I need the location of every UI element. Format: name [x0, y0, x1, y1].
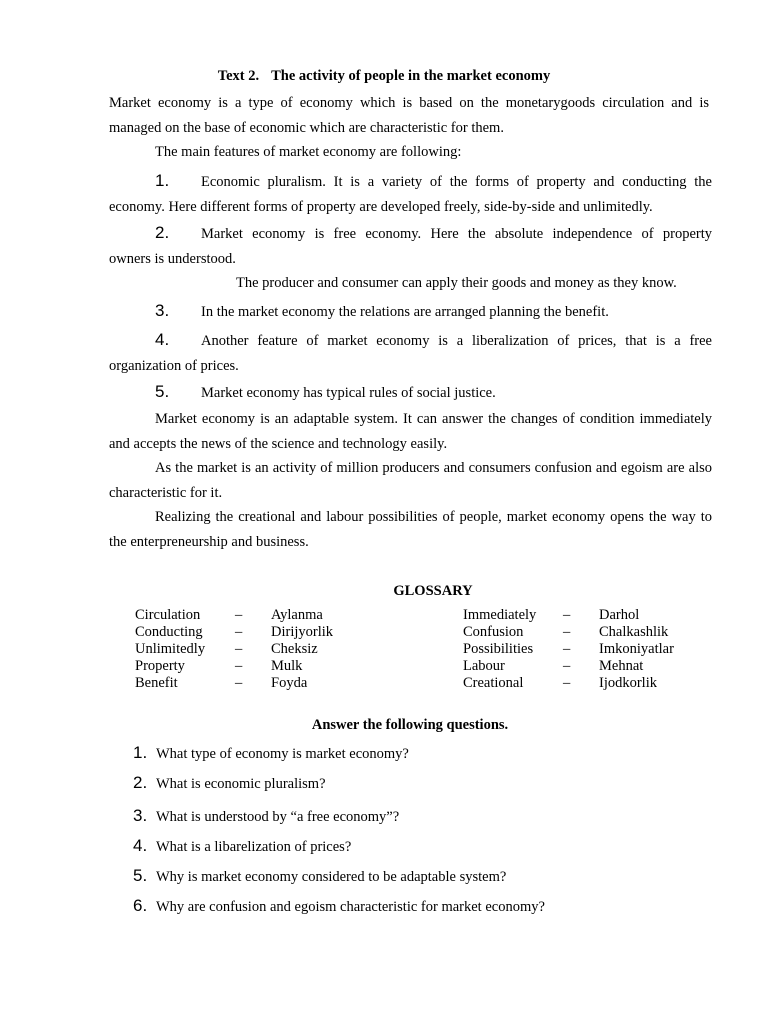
question-text: What is understood by “a free economy”?: [156, 809, 400, 825]
feature-item-3: [109, 298, 712, 325]
glossary-translation: Dirijyorlik: [271, 624, 334, 640]
question-item: [133, 836, 545, 866]
question-number: 4.: [133, 836, 148, 855]
feature-text: Economic pluralism. It is a variety of the forms of property and conducting the: [201, 174, 712, 190]
feature-item-5: [109, 379, 712, 406]
question-item: [133, 773, 545, 806]
glossary-translation: Ijodkorlik: [599, 675, 657, 691]
glossary-dash: –: [563, 675, 571, 691]
question-number: 3.: [133, 806, 148, 825]
glossary-term: Unlimitedly: [135, 641, 206, 657]
feature-number: 3.: [155, 301, 170, 320]
paragraph-market-activity: As the market is an activity of million producers and consumers confusion and egoism are also characteristic for it.: [109, 460, 712, 501]
glossary-dash: –: [563, 658, 571, 674]
glossary-row: [463, 607, 719, 624]
feature-text-cont: organization of prices.: [109, 358, 239, 374]
intro-paragraph: Market economy is a type of economy which is based on the monetarygoods circulation and is managed on the base of economic which are characteristic for them.: [109, 95, 709, 136]
question-text: Why is market economy considered to be adaptable system?: [156, 869, 507, 885]
glossary-translation: Foyda: [271, 675, 308, 691]
glossary-dash: –: [563, 641, 571, 657]
title-text: The activity of people in the market economy: [271, 68, 551, 84]
glossary-translation: Imkoniyatlar: [599, 641, 674, 657]
glossary-term: Possibilities: [463, 641, 534, 657]
glossary-dash: –: [235, 641, 243, 657]
glossary-title: GLOSSARY: [393, 583, 473, 599]
glossary-right-column: [463, 607, 719, 692]
glossary-term: Confusion: [463, 624, 524, 640]
glossary-translation: Cheksiz: [271, 641, 318, 657]
question-item: [133, 806, 545, 836]
glossary-dash: –: [235, 624, 243, 640]
glossary-dash: –: [235, 607, 243, 623]
question-text: What type of economy is market economy?: [156, 746, 409, 762]
glossary-row: [135, 658, 391, 675]
producer-line: The producer and consumer can apply their goods and money as they know.: [236, 275, 677, 291]
glossary-row: [135, 607, 391, 624]
question-number: 2.: [133, 773, 148, 792]
feature-text: Market economy has typical rules of social justice.: [201, 385, 496, 401]
glossary-translation: Aylanma: [271, 607, 323, 623]
question-item: [133, 866, 545, 896]
glossary-term: Conducting: [135, 624, 203, 640]
feature-text: Another feature of market economy is a liberalization of prices, that is a free: [201, 333, 712, 349]
glossary-dash: –: [235, 675, 243, 691]
glossary-left-column: [135, 607, 391, 692]
question-text: What is economic pluralism?: [156, 776, 326, 792]
glossary-row: [463, 624, 719, 641]
glossary-term: Immediately: [463, 607, 537, 623]
glossary-term: Labour: [463, 658, 505, 674]
glossary-translation: Mulk: [271, 658, 303, 674]
question-number: 1.: [133, 743, 148, 762]
question-number: 6.: [133, 896, 148, 915]
feature-number: 4.: [155, 330, 170, 349]
feature-number: 1.: [155, 171, 170, 190]
feature-text: Market economy is free economy. Here the absolute independence of property: [201, 226, 712, 242]
features-intro: The main features of market economy are following:: [155, 144, 462, 160]
glossary-row: [135, 624, 391, 641]
glossary-row: [463, 675, 719, 692]
question-item: [133, 743, 545, 773]
glossary-term: Circulation: [135, 607, 201, 623]
feature-text-cont: economy. Here different forms of property are developed freely, side-by-side and unlimitedly.: [109, 199, 653, 215]
glossary-term: Creational: [463, 675, 524, 691]
glossary-translation: Chalkashlik: [599, 624, 669, 640]
feature-text-cont: owners is understood.: [109, 251, 236, 267]
glossary-translation: Mehnat: [599, 658, 644, 674]
feature-text: In the market economy the relations are arranged planning the benefit.: [201, 304, 609, 320]
question-text: What is a libarelization of prices?: [156, 839, 352, 855]
glossary-translation: Darhol: [599, 607, 640, 623]
feature-number: 2.: [155, 223, 170, 242]
paragraph-adaptable: Market economy is an adaptable system. It can answer the changes of condition immediately and accepts the news of the science and technology easily.: [109, 411, 712, 452]
question-number: 5.: [133, 866, 148, 885]
glossary-term: Benefit: [135, 675, 178, 691]
glossary-dash: –: [563, 624, 571, 640]
glossary-row: [463, 658, 719, 675]
glossary-row: [135, 675, 391, 692]
glossary-row: [135, 641, 391, 658]
feature-item-2: [109, 220, 712, 272]
questions-title: Answer the following questions.: [311, 717, 509, 733]
questions-list: [133, 743, 545, 926]
paragraph-creational: Realizing the creational and labour possibilities of people, market economy opens the way to the enterpreneurship and business.: [109, 509, 712, 550]
question-text: Why are confusion and egoism characteristic for market economy?: [156, 899, 545, 915]
feature-number: 5.: [155, 382, 170, 401]
glossary-row: [463, 641, 719, 658]
document-title: [0, 68, 768, 85]
glossary-dash: –: [563, 607, 571, 623]
feature-item-4: [109, 327, 712, 379]
title-label: Text 2.: [217, 68, 260, 84]
question-item: [133, 896, 545, 926]
glossary-dash: –: [235, 658, 243, 674]
glossary-term: Property: [135, 658, 185, 674]
feature-item-1: [109, 168, 712, 220]
